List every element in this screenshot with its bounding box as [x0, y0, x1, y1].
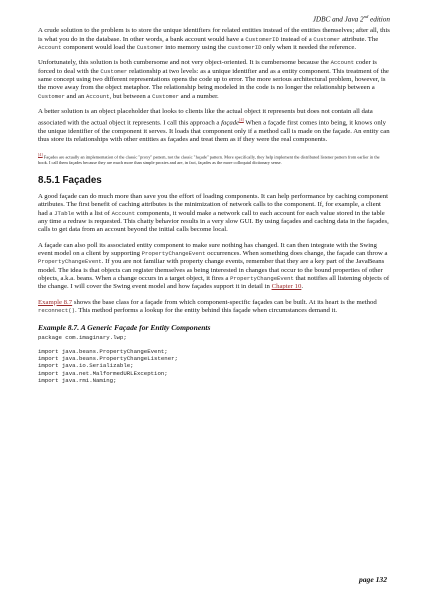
page-number: page 132: [358, 575, 387, 584]
code-line: import java.net.MalformedURLException;: [38, 369, 168, 377]
code-line: [38, 341, 390, 348]
footnote: [4] Façades are actually an implementation of the classic "proxy" pattern, not the classic "façade" pattern. More specifically, they help implement the distributed listener pattern from earlier in the book. I call them façades because they are much more than simple proxies and are, in fact, façades as the more colloquial dictionary sense.: [38, 151, 380, 165]
footnote-ref-link[interactable]: [4]: [239, 117, 244, 123]
code-listing: [38, 334, 390, 384]
paragraph-2: Unfortunately, this solution is both cumbersome and not very object-oriented. It is cumbersome because the Account coder is forced to deal with the Customer relationship at two levels: as a unique identifier and as a entity component. This treatment of the same concept using two different representations opens the code up to error. The more serious architectural problem, however, is the move away from the object metaphor. The relationship being modeled in the code is no longer the relationship between a Customer and an Account, but between a Customer and a number.: [38, 59, 389, 100]
code-line: import java.beans.PropertyChangeEvent;: [38, 347, 168, 355]
running-header: JDBC and Java 2nd edition: [312, 14, 390, 24]
code-line: import java.beans.PropertyChangeListener;: [38, 355, 178, 363]
paragraph-6: Example 8.7 shows the base class for a façade from which component-specific façades can be built. At its heart is the method reconnect(). This method performs a lookup for the entity behind this façade when circumstances demand it.: [38, 298, 377, 315]
code-line: package com.imaginary.lwp;: [38, 333, 127, 341]
paragraph-4: A good façade can do much more than save you the effort of loading components. It can help performance by caching component attributes. The first benefit of caching attributes is the minimization of network calls to the component. If, for example, a client had a JTable with a list of Account components, it would make a network call to each account for each value stored in the table any time a redraw is requested. This chatty behavior results in a very slow GUI. By using façades and caching data in the façades, calls to get data from an account beyond the initial calls become local.: [38, 193, 389, 234]
code-line: import java.io.Serializable;: [38, 362, 134, 370]
document-page: [38, 12, 390, 384]
chapter-10-link[interactable]: Chapter 10: [271, 283, 302, 291]
example-title: Example 8.7. A Generic Façade for Entity Components: [38, 322, 211, 332]
paragraph-5: A façade can also poll its associated entity component to make sure nothing has changed. It can then integrate with the Swing event model on a client by supporting PropertyChangeEvent occurrences. When something does change, the façade can throw a PropertyChangeEvent. If you are not familiar with property change events, remember that they are a key part of the JavaBeans model. The idea is that objects can register themselves as being interested in changes that occur to the bound properties of other objects, a.k.a. beans. When a change occurs in a target object, it fires a PropertyChangeEvent that notifies all listening objects of the change. I will cover the Swing event model and how façades support it in detail in Chapter 10.: [38, 241, 390, 291]
code-line: import java.rmi.Naming;: [38, 376, 117, 384]
paragraph-1: A crude solution to the problem is to store the unique identifiers for related entities instead of the entities themselves; after all, this is what you do in the database. In other words, a bank account would have a CustomerID instead of a Customer attribute. The Account component would load the Customer into memory using the customerID only when it needed the reference.: [38, 27, 390, 52]
section-heading: 8.5.1 Façades: [38, 175, 102, 187]
footnote-mark-link[interactable]: [4]: [38, 151, 43, 157]
paragraph-3: A better solution is an object placeholder that looks to clients like the actual object it represents but does not contain all data associated with the actual object it represents. I call this approach a façade[4] When a façade first comes into being, it knows only the unique identifier of the component it serves. It loads that component only if a method call is made on the façade. An entity can thus store its relationships with other entities as façades and treat them as if they were the real components.: [38, 108, 390, 144]
example-8-7-link[interactable]: Example 8.7: [38, 298, 73, 306]
